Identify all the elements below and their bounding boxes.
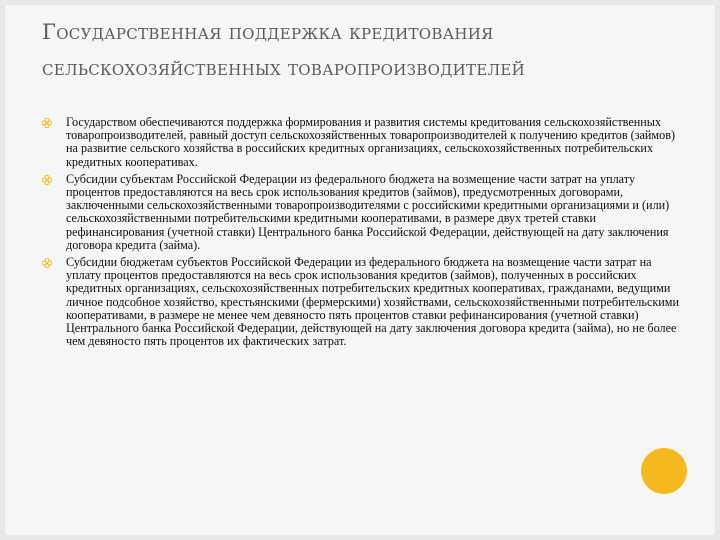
slide-frame-top [0,0,720,5]
bullet-item [42,256,682,348]
bullet-text: Субсидии субъектам Российской Федерации из федерального бюджета на возмещение части затрат на уплату процентов предоставляются на весь срок использования кредитов (займов), предусмотренных договорами, заключенными сельскохозяйственными товаропроизводителями с российскими кредитными организациями и (или) сельскохозяйственными потребительскими кредитными кооперативами, в размере двух третей ставки рефинансирования (учетной ставки) Центрального банка Российской Федерации, действующей на дату заключения договора кредита (займа). [66,171,670,252]
bullet-text: Государством обеспечиваются поддержка формирования и развития системы кредитования сельскохозяйственных товаропроизводителей, равный доступ сельскохозяйственных товаропроизводителей к получению кредитов (займов) на развитие сельского хозяйства в российских кредитных организациях, сельскохозяйственных потребительских кредитных кооперативах. [66,115,676,169]
slide-title: Государственная поддержка кредитования сельскохозяйственных товаропроизводителей [42,20,526,80]
bullet-text: Субсидии бюджетам субъектов Российской Федерации из федерального бюджета на возмещение части затрат на уплату процентов предоставляются на весь срок использования кредитов (займов), полученных в российских кредитных организациях, сельскохозяйственных потребительских кредитных кооперативах, гражданами, ведущими личное подсобное хозяйство, крестьянскими (фермерскими) хозяйствами, сельскохозяйственными потребительскими кооперативами, в размере не менее чем девяносто пять процентов ставки рефинансирования (учетной ставки) Центрального банка Российской Федерации, действующей на дату заключения договора кредита (займа), но не более чем девяносто пять процентов их фактических затрат. [66,255,680,349]
bullet-list [42,116,682,352]
flower-bullet-icon [42,258,52,268]
slide-frame-right [715,0,720,540]
bullet-item [42,116,682,169]
decorative-circle [641,448,687,494]
bullet-item [42,173,682,252]
slide-frame-bottom [0,535,720,540]
flower-bullet-icon [42,175,52,185]
flower-bullet-icon [42,118,52,128]
slide-frame-left [0,0,5,540]
